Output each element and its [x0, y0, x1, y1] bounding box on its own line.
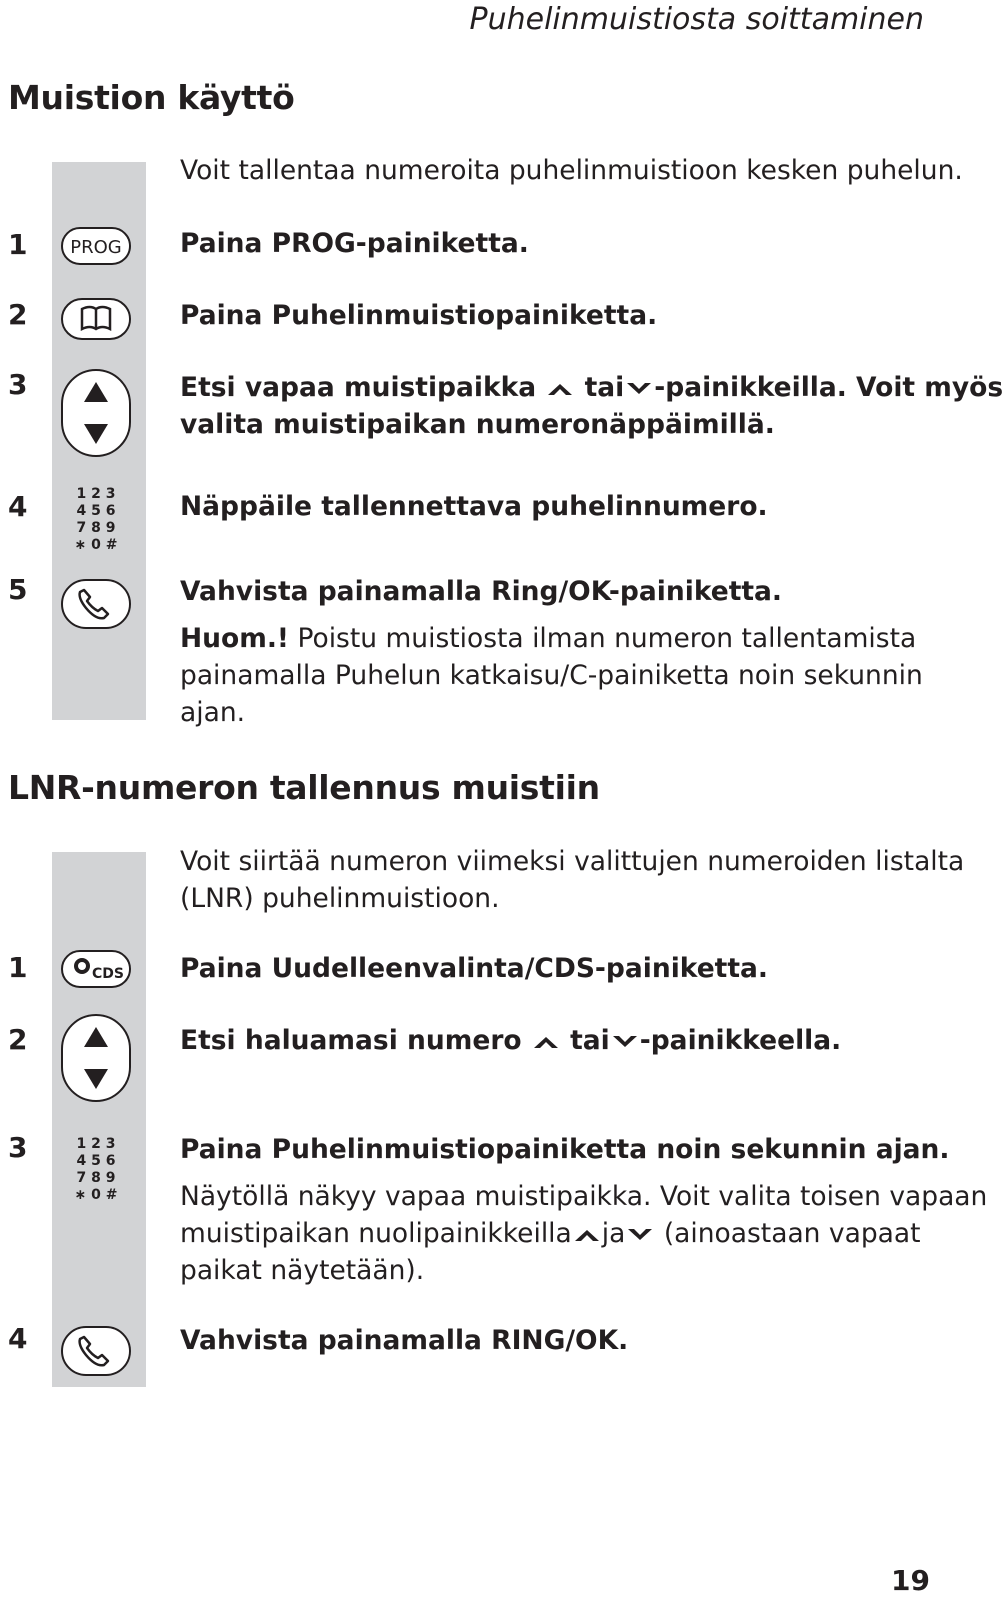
step-text: Vahvista painamalla Ring/OK-painiketta. — [180, 576, 782, 607]
step-text-part: Etsi vapaa muistipaikka — [180, 372, 537, 403]
step-text: Paina PROG-painiketta. — [180, 228, 529, 259]
step-text: Paina Uudelleenvalinta/CDS-painiketta. — [180, 953, 768, 984]
step-text-part: Etsi haluamasi numero — [180, 1025, 522, 1056]
note-line: Poistu muistiosta ilman numeron tallentamista — [289, 623, 917, 654]
down-arrow-icon — [610, 1032, 640, 1052]
section-title-lnr: LNR-numeron tallennus muistiin — [8, 768, 600, 807]
step-text: Paina Puhelinmuistiopainiketta. — [180, 300, 658, 331]
subtext-line: (ainoastaan vapaat — [655, 1218, 921, 1249]
note-line: ajan. — [180, 697, 246, 728]
step-number: 4 — [8, 490, 28, 523]
step-text — [180, 369, 1003, 443]
step-number: 1 — [8, 951, 28, 984]
step-subtext — [180, 1178, 988, 1289]
keypad-icon — [66, 1133, 126, 1207]
section-title-memory-use: Muistion käyttö — [8, 78, 295, 117]
note-text — [180, 620, 940, 731]
keypad-row: 1 2 3 — [76, 486, 116, 502]
step-number: 3 — [8, 368, 28, 401]
step-number: 4 — [8, 1322, 28, 1355]
up-arrow-icon — [572, 1225, 602, 1245]
redial-cds-icon — [60, 949, 132, 989]
prog-button-icon — [60, 226, 132, 266]
prog-button-label: PROG — [70, 237, 122, 258]
phonebook-icon — [60, 297, 132, 341]
step-text — [180, 1022, 940, 1059]
step-text: Näppäile tallennettava puhelinnumero. — [180, 491, 768, 522]
page-number: 19 — [891, 1564, 930, 1597]
keypad-row: ∗ 0 # — [74, 537, 118, 553]
intro-line: Voit siirtää numeron viimeksi valittujen numeroiden listalta — [180, 846, 965, 877]
subtext-line: ja — [601, 1218, 626, 1249]
step-number: 2 — [8, 1023, 28, 1056]
step-text-part: valita muistipaikan numeronäppäimillä. — [180, 409, 775, 440]
instruction-sidebar-2 — [52, 852, 146, 1387]
keypad-icon — [66, 483, 126, 557]
keypad-row: ∗ 0 # — [74, 1187, 118, 1203]
down-arrow-icon — [625, 1225, 655, 1245]
section1-intro: Voit tallentaa numeroita puhelinmuistioon kesken puhelun. — [180, 155, 963, 186]
subtext-line: paikat näytetään). — [180, 1255, 425, 1286]
keypad-row: 4 5 6 — [76, 503, 116, 519]
keypad-row: 7 8 9 — [76, 520, 116, 536]
step-text-part: -painikkeilla. Voit myös — [654, 372, 1003, 403]
step-text: Paina Puhelinmuistiopainiketta noin sekunnin ajan. — [180, 1134, 950, 1165]
step-text-part: tai — [570, 1025, 610, 1056]
up-down-arrows-icon — [60, 1013, 132, 1103]
step-number: 3 — [8, 1131, 28, 1164]
step-text-part: tai — [584, 372, 625, 403]
keypad-row: 7 8 9 — [76, 1170, 116, 1186]
step-text-part: -painikkeella. — [639, 1025, 842, 1056]
cds-label: CDS — [92, 966, 124, 982]
up-arrow-icon — [545, 379, 575, 399]
step-number: 5 — [8, 573, 28, 606]
section2-intro — [180, 843, 965, 917]
keypad-row: 4 5 6 — [76, 1153, 116, 1169]
ring-ok-handset-icon — [60, 578, 132, 630]
running-head: Puhelinmuistiosta soittaminen — [469, 2, 924, 37]
ring-ok-handset-icon — [60, 1325, 132, 1377]
keypad-row: 1 2 3 — [76, 1136, 116, 1152]
note-label: Huom.! — [180, 623, 290, 654]
subtext-line: muistipaikan nuolipainikkeilla — [180, 1218, 572, 1249]
down-arrow-icon — [624, 379, 654, 399]
up-down-arrows-icon — [60, 368, 132, 458]
step-number: 2 — [8, 298, 28, 331]
subtext-line: Näytöllä näkyy vapaa muistipaikka. Voit valita toisen vapaan — [180, 1181, 988, 1212]
up-arrow-icon — [531, 1032, 561, 1052]
step-text: Vahvista painamalla RING/OK. — [180, 1325, 629, 1356]
step-number: 1 — [8, 228, 28, 261]
note-line: painamalla Puhelun katkaisu/C-painiketta noin sekunnin — [180, 660, 923, 691]
intro-line: (LNR) puhelinmuistioon. — [180, 883, 500, 914]
